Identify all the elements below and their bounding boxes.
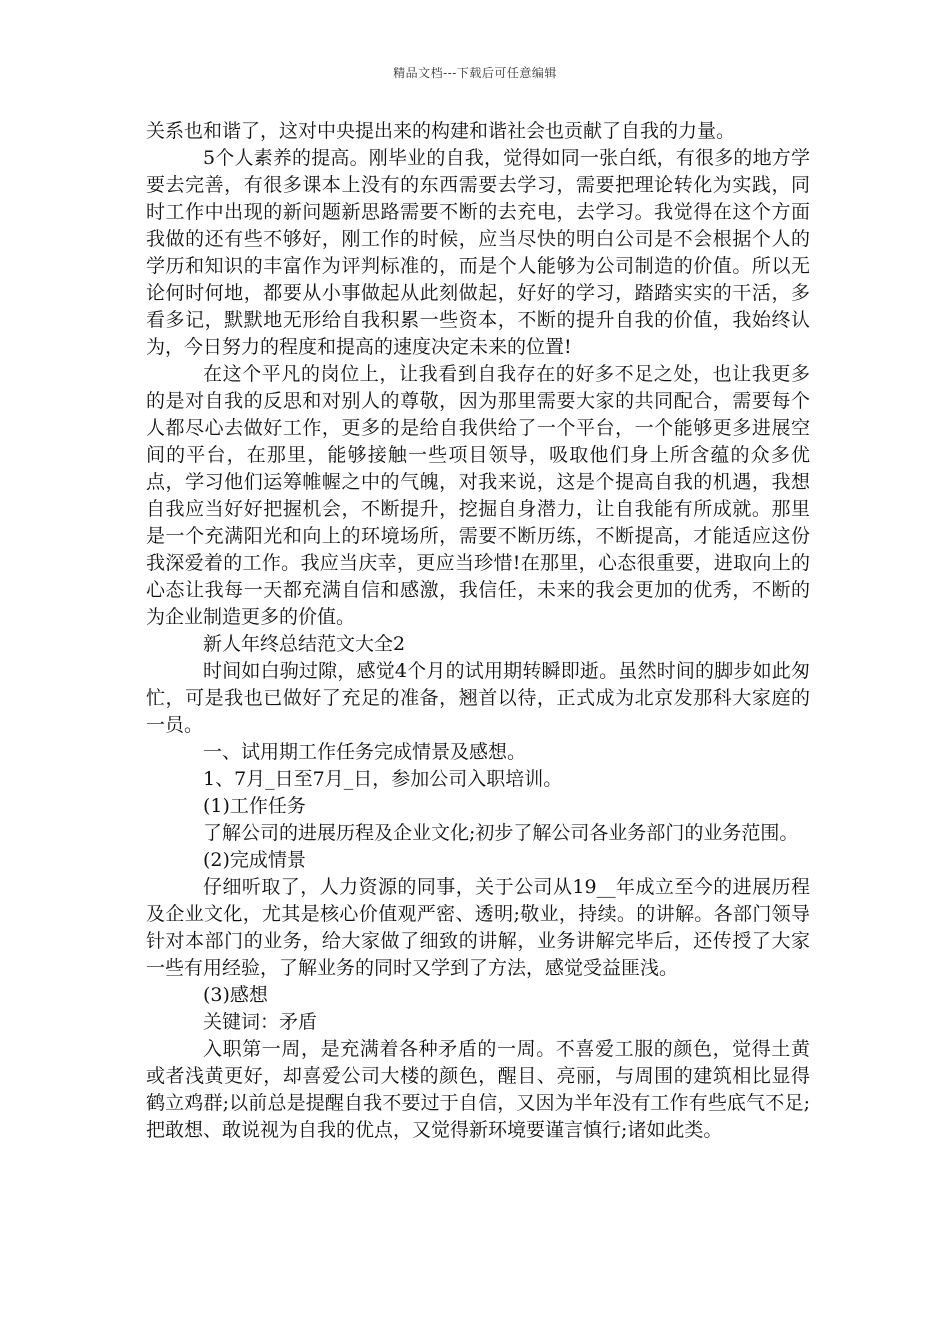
keyword-line: 关键词：矛盾 [203,1011,318,1033]
subheading: (3)感想 [203,984,268,1006]
list-item: 1、7月_日至7月_日，参加公司入职培训。 [203,768,563,790]
page-header: 精品文档---下载后可任意编辑 [393,66,557,80]
paragraph: 入职第一周，是充满着各种矛盾的一周。不喜爱工服的颜色，觉得土黄或者浅黄更好，却喜爱公司大楼的颜色，醒目、亮丽，与周围的建筑相比显得鹤立鸡群;以前总是提醒自我不要过于自信，又因为半年没有工作有些底气不足;把敢想、敢说视为自我的优点，又觉得新环境要谨言慎行;诸如此类。 [146,1038,810,1141]
paragraph: 时间如白驹过隙，感觉4个月的试用期转瞬即逝。虽然时间的脚步如此匆忙，可是我也已做好了充足的准备，翘首以待，正式成为北京发那科大家庭的一员。 [146,660,810,736]
paragraph: 仔细听取了，人力资源的同事，关于公司从19__年成立至今的进展历程及企业文化，尤其是核心价值观严密、透明;敬业，持续。的讲解。各部门领导针对本部门的业务，给大家做了细致的讲解，业务讲解完毕后，还传授了大家一些有用经验，了解业务的同时又学到了方法，感觉受益匪浅。 [146,876,810,979]
subheading: (2)完成情景 [203,849,306,871]
paragraph: 5个人素养的提高。刚毕业的自我，觉得如同一张白纸，有很多的地方学要去完善，有很多课本上没有的东西需要去学习，需要把理论转化为实践，同时工作中出现的新问题新思路需要不断的去充电，去学习。我觉得在这个方面我做的还有些不够好，刚工作的时候，应当尽快的明白公司是不会根据个人的学历和知识的丰富作为评判标准的，而是个人能够为公司制造的价值。所以无论何时何地，都要从小事做起从此刻做起，好好的学习，踏踏实实的干活，多看多记，默默地无形给自我积累一些资本，不断的提升自我的价值，我始终认为，今日努力的程度和提高的速度决定未来的位置! [146,147,810,358]
section-heading: 一、试用期工作任务完成情景及感想。 [203,741,527,763]
paragraph: 在这个平凡的岗位上，让我看到自我存在的好多不足之处，也让我更多的是对自我的反思和对别人的尊敬，因为那里需要大家的共同配合，需要每个人都尽心去做好工作，更多的是给自我供给了一个平台，一个能够更多进展空间的平台，在那里，能够接触一些项目领导，吸取他们身上所含蕴的众多优点，学习他们运筹帷幄之中的气魄，对我来说，这是个提高自我的机遇，我想自我应当好好把握机会，不断提升，挖掘自身潜力，让自我能有所成就。那里是一个充满阳光和向上的环境场所，需要不断历练，不断提高，才能适应这份我深爱着的工作。我应当庆幸，更应当珍惜!在那里，心态很重要，进取向上的心态让我每一天都充满自信和感激，我信任，未来的我会更加的优秀，不断的为企业制造更多的价值。 [146,363,810,628]
subheading: (1)工作任务 [203,795,306,817]
paragraph: 了解公司的进展历程及企业文化;初步了解公司各业务部门的业务范围。 [203,822,799,844]
section-heading: 新人年终总结范文大全2 [203,633,406,655]
document-body [146,118,810,1144]
paragraph: 关系也和谐了，这对中央提出来的构建和谐社会也贡献了自我的力量。 [146,120,736,142]
